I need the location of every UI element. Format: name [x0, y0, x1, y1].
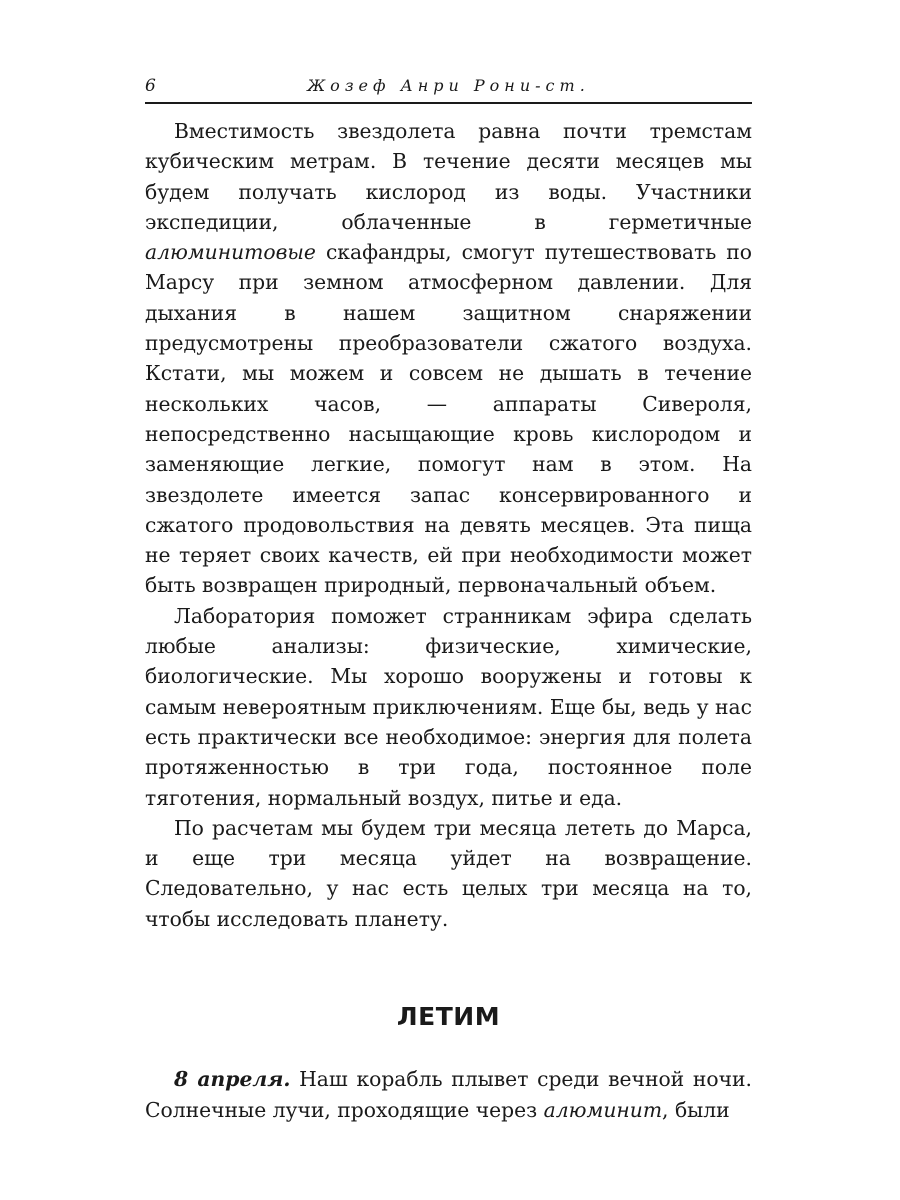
paragraph-1: [145, 116, 752, 601]
body-text: [145, 116, 752, 934]
entry-text-a: Наш корабль плывет среди вечной ночи. Солнечные лучи, проходящие через: [145, 1067, 752, 1122]
paragraph-1-text-b: скафандры, смогут путешествовать по Марсу при земном атмосферном давлении. Для дыхания в нашем защитном снаряжении предусмотрены преобразователи сжатого воздуха. Кстати, мы можем и совсем не дышать в течение нескольких часов, — аппараты Сивероля, непосредственно насыщающие кровь кислородом и заменяющие легкие, помогут нам в этом. На звездолете имеется запас консервированного и сжатого продовольствия на девять месяцев. Эта пища не теряет своих качеств, ей при необходимости может быть возвращен природный, первоначальный объем.: [145, 240, 752, 598]
paragraph-2: Лаборатория поможет странникам эфира сделать любые анализы: физические, химические, биологические. Мы хорошо вооружены и готовы к самым невероятным приключениям. Еще бы, ведь у нас есть практически все необходимое: энергия для полета протяженностью в три года, постоянное поле тяготения, нормальный воздух, питье и еда.: [145, 603, 752, 810]
diary-entry: [145, 1064, 752, 1126]
running-title: Жозеф Анри Рони-ст.: [307, 76, 590, 95]
entry-text-b: , были: [662, 1098, 730, 1122]
entry-date: 8 апреля.: [174, 1067, 291, 1091]
entry-italic-term: алюминит: [543, 1098, 663, 1122]
paragraph-1-italic-term: алюминитовые: [145, 240, 316, 265]
page-number: 6: [145, 76, 156, 96]
paragraph-1-text-a: Вместимость звездолета равна почти тремстам кубическим метрам. В течение десяти месяцев мы будем получать кислород из воды. Участники экспедиции, облаченные в герметичные: [145, 119, 752, 234]
section-heading: ЛЕТИМ: [396, 1002, 501, 1031]
diary-entry-paragraph: [145, 1064, 752, 1126]
running-head: [145, 76, 752, 104]
paragraph-3: По расчетам мы будем три месяца лететь до Марса, и еще три месяца уйдет на возвращение. Следовательно, у нас есть целых три месяца на то, чтобы исследовать планету.: [145, 815, 752, 931]
